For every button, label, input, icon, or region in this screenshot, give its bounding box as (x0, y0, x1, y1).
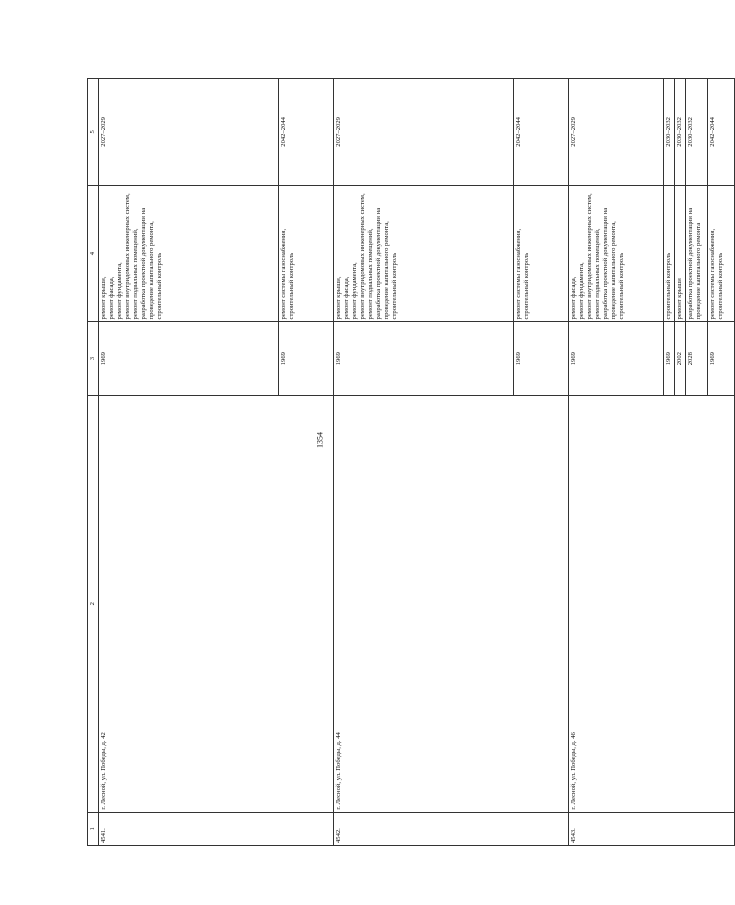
construction-year: 2002 (675, 322, 686, 395)
work-item: ремонт фундамента, (351, 262, 358, 320)
repair-period: 2030–2032 (664, 79, 675, 186)
repair-period: 2030–2032 (675, 79, 686, 186)
work-item: ремонт фасада, (343, 276, 350, 320)
repair-period: 2030–2032 (686, 79, 708, 186)
work-item: строительный контроль (288, 252, 295, 320)
entry-address: г. Лесной, ул. Победы, д. 44 (334, 395, 569, 812)
works-list (664, 185, 675, 322)
construction-year: 1969 (664, 322, 675, 395)
repair-period: 2027–2029 (569, 79, 664, 186)
column-header: 1 (88, 812, 99, 845)
work-item: разработка проектной документации на (140, 207, 147, 320)
work-item: ремонт фундамента, (578, 262, 585, 320)
work-item: проведение капитального ремонта, (610, 221, 617, 320)
repair-period: 2042–2044 (279, 79, 334, 186)
construction-year: 1969 (569, 322, 664, 395)
work-item: строительный контроль (665, 252, 672, 320)
work-item: ремонт крыши, (100, 276, 107, 320)
work-item: проведение капитального ремонта, (148, 221, 155, 320)
construction-year: 2028 (686, 322, 708, 395)
repair-period: 2027–2029 (99, 79, 279, 186)
capital-repair-table (87, 78, 735, 846)
repair-period: 2027–2029 (334, 79, 514, 186)
work-item: строительный контроль (717, 252, 724, 320)
page-number: 1354 (315, 432, 325, 448)
column-header: 3 (88, 322, 99, 395)
work-item: строительный контроль (156, 252, 163, 320)
work-item: проведение капитального ремонта (695, 222, 702, 320)
entry-number: 4543. (569, 812, 735, 845)
works-list (675, 185, 686, 322)
works-list (708, 185, 735, 322)
work-item: ремонт подвальных помещений, (132, 228, 139, 320)
work-item: строительный контроль (618, 252, 625, 320)
column-header: 5 (88, 79, 99, 186)
construction-year: 1969 (708, 322, 735, 395)
work-item: проведение капитального ремонта, (383, 221, 390, 320)
work-item: ремонт системы газоснабжения, (280, 228, 287, 320)
works-list (99, 185, 279, 322)
construction-year: 1969 (514, 322, 569, 395)
work-item: ремонт крыши, (335, 276, 342, 320)
work-item: разработка проектной документации на (375, 207, 382, 320)
work-item: ремонт подвальных помещений, (594, 228, 601, 320)
table-body (99, 79, 735, 846)
work-item: ремонт внутридомовых инженерных систем, (586, 193, 593, 320)
work-item: строительный контроль (391, 252, 398, 320)
construction-year: 1969 (334, 322, 514, 395)
work-item: ремонт системы газоснабжения, (515, 228, 522, 320)
works-list (514, 185, 569, 322)
entry-number: 4541. (99, 812, 334, 845)
column-header: 2 (88, 395, 99, 812)
entry-address: г. Лесной, ул. Победы, д. 42 (99, 395, 334, 812)
works-list (686, 185, 708, 322)
repair-period: 2042–2044 (514, 79, 569, 186)
work-item: ремонт фасада, (570, 276, 577, 320)
table-row (334, 79, 514, 846)
table-row (569, 79, 664, 846)
works-list (279, 185, 334, 322)
rotated-table-container (87, 78, 724, 846)
work-item: ремонт крыши (676, 278, 683, 320)
work-item: строительный контроль (523, 252, 530, 320)
work-item: ремонт внутридомовых инженерных систем, (124, 193, 131, 320)
header-row (88, 79, 99, 846)
work-item: ремонт внутридомовых инженерных систем, (359, 193, 366, 320)
repair-period: 2042–2044 (708, 79, 735, 186)
work-item: разработка проектной документации на (687, 207, 694, 320)
construction-year: 1969 (99, 322, 279, 395)
works-list (334, 185, 514, 322)
entry-number: 4542. (334, 812, 569, 845)
work-item: ремонт фасада, (108, 276, 115, 320)
column-header: 4 (88, 185, 99, 322)
entry-address: г. Лесной, ул. Победы, д. 46 (569, 395, 735, 812)
work-item: ремонт системы газоснабжения, (709, 228, 716, 320)
table-row (99, 79, 279, 846)
works-list (569, 185, 664, 322)
work-item: разработка проектной документации на (602, 207, 609, 320)
work-item: ремонт подвальных помещений, (367, 228, 374, 320)
construction-year: 1969 (279, 322, 334, 395)
work-item: ремонт фундамента, (116, 262, 123, 320)
